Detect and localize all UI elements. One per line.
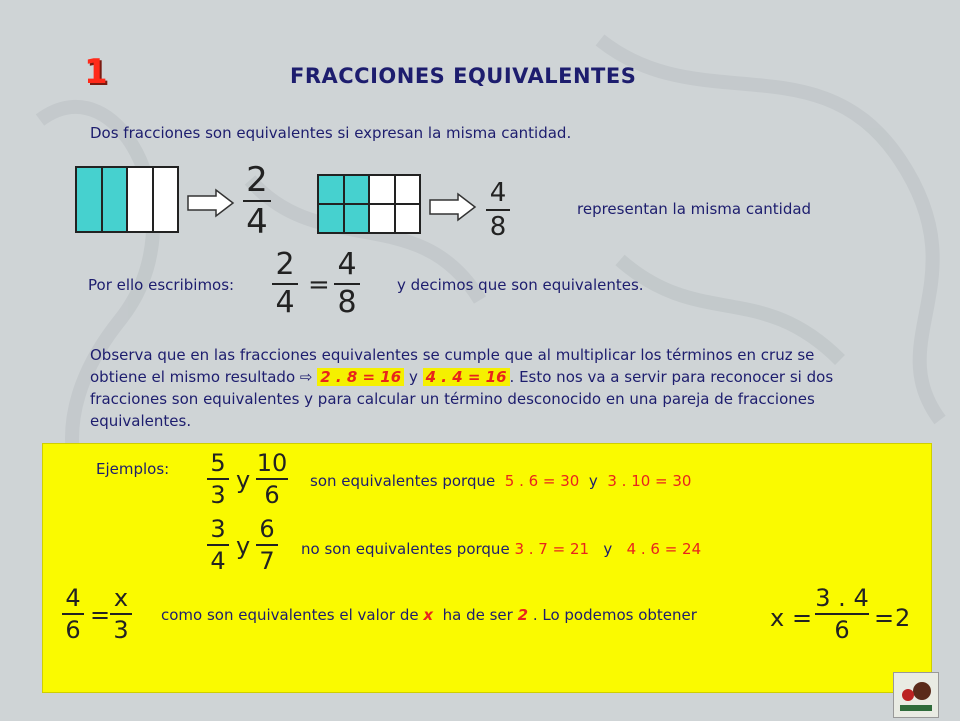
example3-text2: ha de ser — [442, 606, 513, 624]
denominator: 3 — [210, 481, 226, 509]
conjunction: y — [603, 540, 613, 558]
denominator: 4 — [275, 285, 295, 320]
numerator: 4 — [337, 247, 357, 282]
fraction-bar-quarters — [75, 166, 179, 233]
example3-line — [161, 606, 697, 624]
fraction-6-7 — [256, 517, 278, 573]
denominator: 8 — [489, 212, 507, 242]
observation-text: Observa que en las fracciones equivalentes se cumple que al multiplicar los términos en cruz se obtiene el mismo resultado — [90, 346, 815, 386]
denominator: 4 — [210, 547, 226, 575]
denominator: 6 — [834, 616, 850, 644]
intro-text: Dos fracciones son equivalentes si expresan la misma cantidad. — [90, 124, 572, 142]
conjunction: y — [588, 472, 598, 490]
example1-line — [310, 472, 691, 490]
fraction-2-4-equation — [272, 247, 298, 320]
writing-suffix: y decimos que son equivalentes. — [397, 276, 644, 294]
same-quantity-label: representan la misma cantidad — [577, 200, 812, 218]
equals-sign: = — [874, 604, 895, 632]
numerator: 10 — [256, 449, 288, 477]
arrow-icon — [428, 192, 478, 222]
example3-text3: . Lo podemos obtener — [532, 606, 697, 624]
numerator: 4 — [489, 178, 507, 208]
numerator: 2 — [275, 247, 295, 282]
writing-prefix: Por ello escribimos: — [88, 276, 235, 294]
fraction-2-4 — [243, 160, 271, 242]
formula-result: 2 — [895, 604, 911, 632]
logo-icon — [893, 672, 939, 718]
slide-number: 1 — [84, 52, 108, 92]
example2-text: no son equivalentes porque — [301, 540, 510, 558]
fraction-4-8-equation — [334, 247, 360, 320]
example2-calc1: 3 . 7 = 21 — [514, 540, 590, 558]
formula-lhs: x — [770, 604, 785, 632]
numerator: 3 . 4 — [815, 584, 869, 612]
examples-label: Ejemplos: — [96, 460, 170, 478]
example2-calc2: 4 . 6 = 24 — [626, 540, 702, 558]
fraction-grid-eighths — [317, 174, 421, 234]
numerator: 5 — [210, 449, 226, 477]
numerator: 4 — [65, 584, 81, 612]
example1-calc2: 3 . 10 = 30 — [607, 472, 692, 490]
conjunction-y: y — [236, 532, 251, 560]
arrow-icon: ⇨ — [299, 368, 313, 386]
numerator: 2 — [246, 160, 268, 200]
fraction-4-8 — [486, 180, 510, 240]
fraction-10-6 — [256, 451, 288, 507]
example1-text: son equivalentes porque — [310, 472, 496, 490]
fraction-5-3 — [207, 451, 229, 507]
denominator: 7 — [259, 547, 275, 575]
denominator: 6 — [65, 616, 81, 644]
conjunction: y — [408, 368, 418, 386]
highlight-product-1: 2 . 8 = 16 — [317, 368, 404, 386]
numerator: 6 — [259, 515, 275, 543]
observation-text-end: . Esto nos va a servir para reconocer si dos fracciones son equivalentes y para calcular un término desconocido en una pareja de fracciones equivalentes. — [90, 368, 834, 430]
denominator: 3 — [113, 616, 129, 644]
fraction-3-4 — [207, 517, 229, 573]
fraction-x-3 — [110, 586, 132, 642]
denominator: 8 — [337, 285, 357, 320]
example3-text1: como son equivalentes el valor de — [161, 606, 419, 624]
conjunction-y: y — [236, 466, 251, 494]
highlight-product-2: 4 . 4 = 16 — [423, 368, 510, 386]
page-title: FRACCIONES EQUIVALENTES — [290, 64, 637, 88]
observation-paragraph — [90, 344, 870, 432]
value-2: 2 — [517, 606, 529, 624]
example1-calc1: 5 . 6 = 30 — [504, 472, 580, 490]
formula-fraction — [815, 586, 869, 642]
numerator: x — [113, 584, 129, 612]
denominator: 6 — [264, 481, 280, 509]
fraction-4-6 — [62, 586, 84, 642]
equals-sign: = — [90, 601, 111, 629]
equals-sign: = — [792, 604, 813, 632]
arrow-icon — [186, 188, 236, 218]
numerator: 3 — [210, 515, 226, 543]
denominator: 4 — [246, 202, 268, 242]
example2-line — [301, 540, 701, 558]
equals-sign: = — [308, 270, 330, 300]
variable-x: x — [423, 606, 434, 624]
